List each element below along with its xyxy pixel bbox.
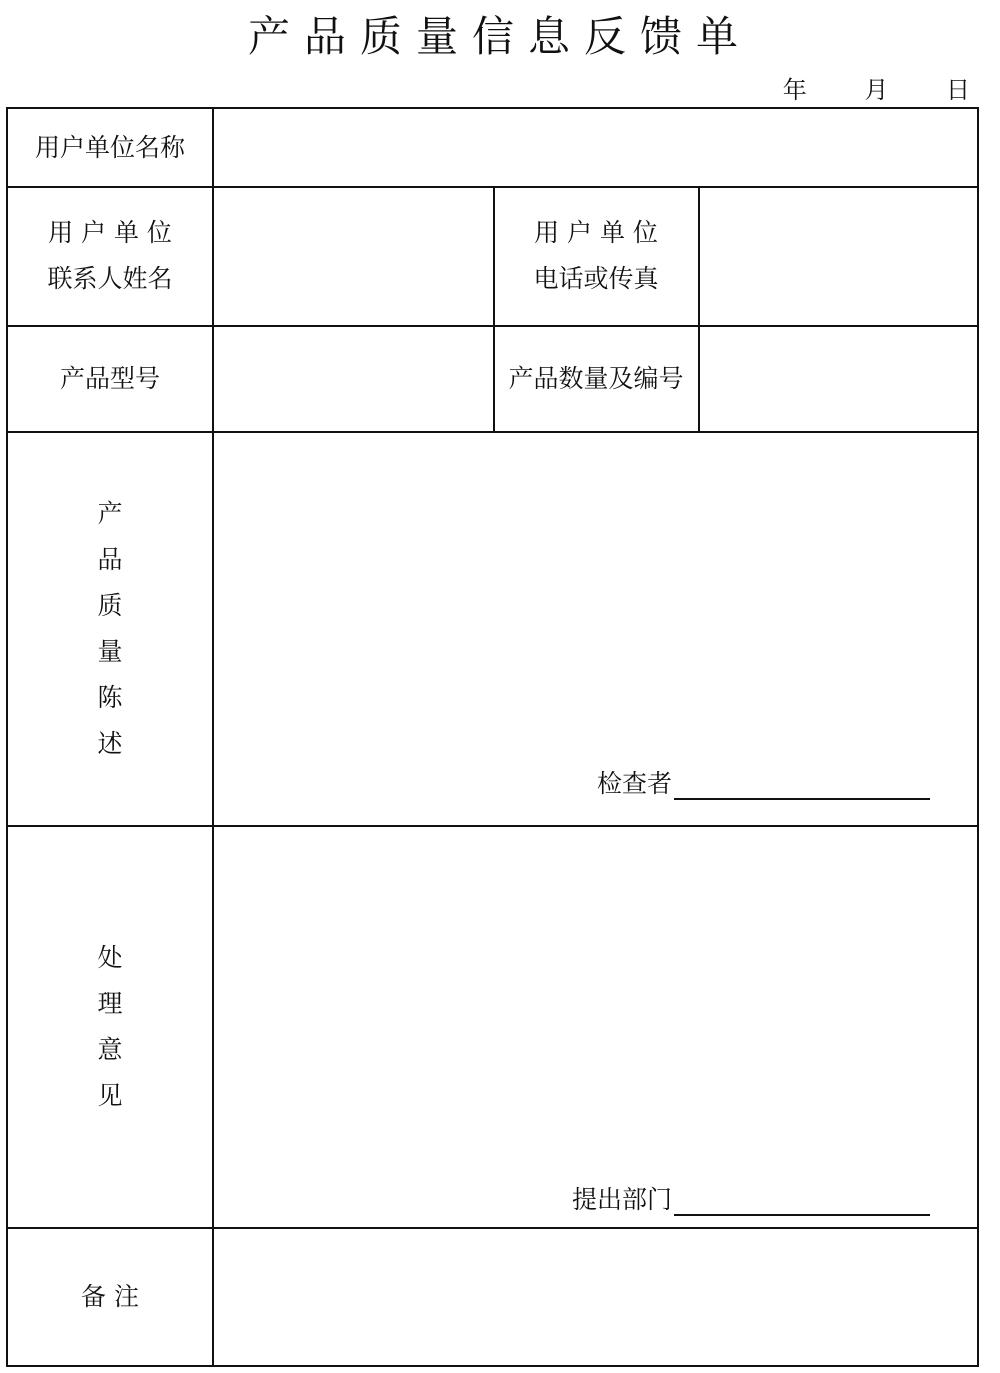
contact-label-line1: 用 户 单 位 [48, 218, 172, 247]
remarks-label: 备 注 [81, 1281, 139, 1311]
quantity-serial-field[interactable] [700, 326, 979, 431]
quality-label-char: 品 [97, 544, 123, 574]
inspector-signature-line[interactable] [674, 772, 930, 800]
quality-label-char: 述 [97, 728, 123, 758]
quantity-serial-label: 产品数量及编号 [508, 363, 684, 393]
handling-label-char: 见 [97, 1080, 123, 1110]
phone-fax-label [494, 187, 698, 325]
handling-label-char: 意 [97, 1034, 123, 1064]
department-signature [572, 1180, 930, 1216]
handling-opinion-field[interactable] [214, 826, 979, 1227]
inspector-signature [597, 764, 930, 800]
unit-name-field[interactable] [214, 109, 979, 186]
contact-name-field[interactable] [214, 187, 493, 325]
phone-label-line1: 用 户 单 位 [534, 218, 658, 247]
model-label: 产品型号 [59, 363, 160, 393]
quality-label-char: 产 [97, 498, 123, 528]
contact-name-label [8, 187, 212, 325]
inspector-label: 检查者 [597, 769, 673, 798]
handling-opinion-label [8, 826, 212, 1227]
date-month: 月 [864, 76, 889, 104]
quality-label-char: 量 [97, 636, 123, 666]
form-title: 产品质量信息反馈单 [247, 12, 752, 61]
phone-fax-field[interactable] [700, 187, 979, 325]
feedback-form-table [6, 107, 979, 1367]
quality-label-char: 质 [97, 590, 123, 620]
contact-label-line2: 联系人姓名 [47, 264, 173, 293]
date-line [733, 70, 970, 105]
model-field[interactable] [214, 326, 493, 431]
unit-name-label: 用户单位名称 [34, 132, 185, 162]
handling-label-char: 处 [97, 942, 123, 972]
phone-label-line2: 电话或传真 [533, 264, 659, 293]
date-year: 年 [782, 76, 807, 104]
remarks-field[interactable] [214, 1228, 979, 1365]
date-day: 日 [946, 76, 970, 104]
handling-label-char: 理 [97, 988, 123, 1018]
quality-statement-label [8, 432, 212, 825]
quality-label-char: 陈 [97, 682, 123, 712]
department-label: 提出部门 [572, 1185, 673, 1214]
department-signature-line[interactable] [674, 1188, 930, 1216]
